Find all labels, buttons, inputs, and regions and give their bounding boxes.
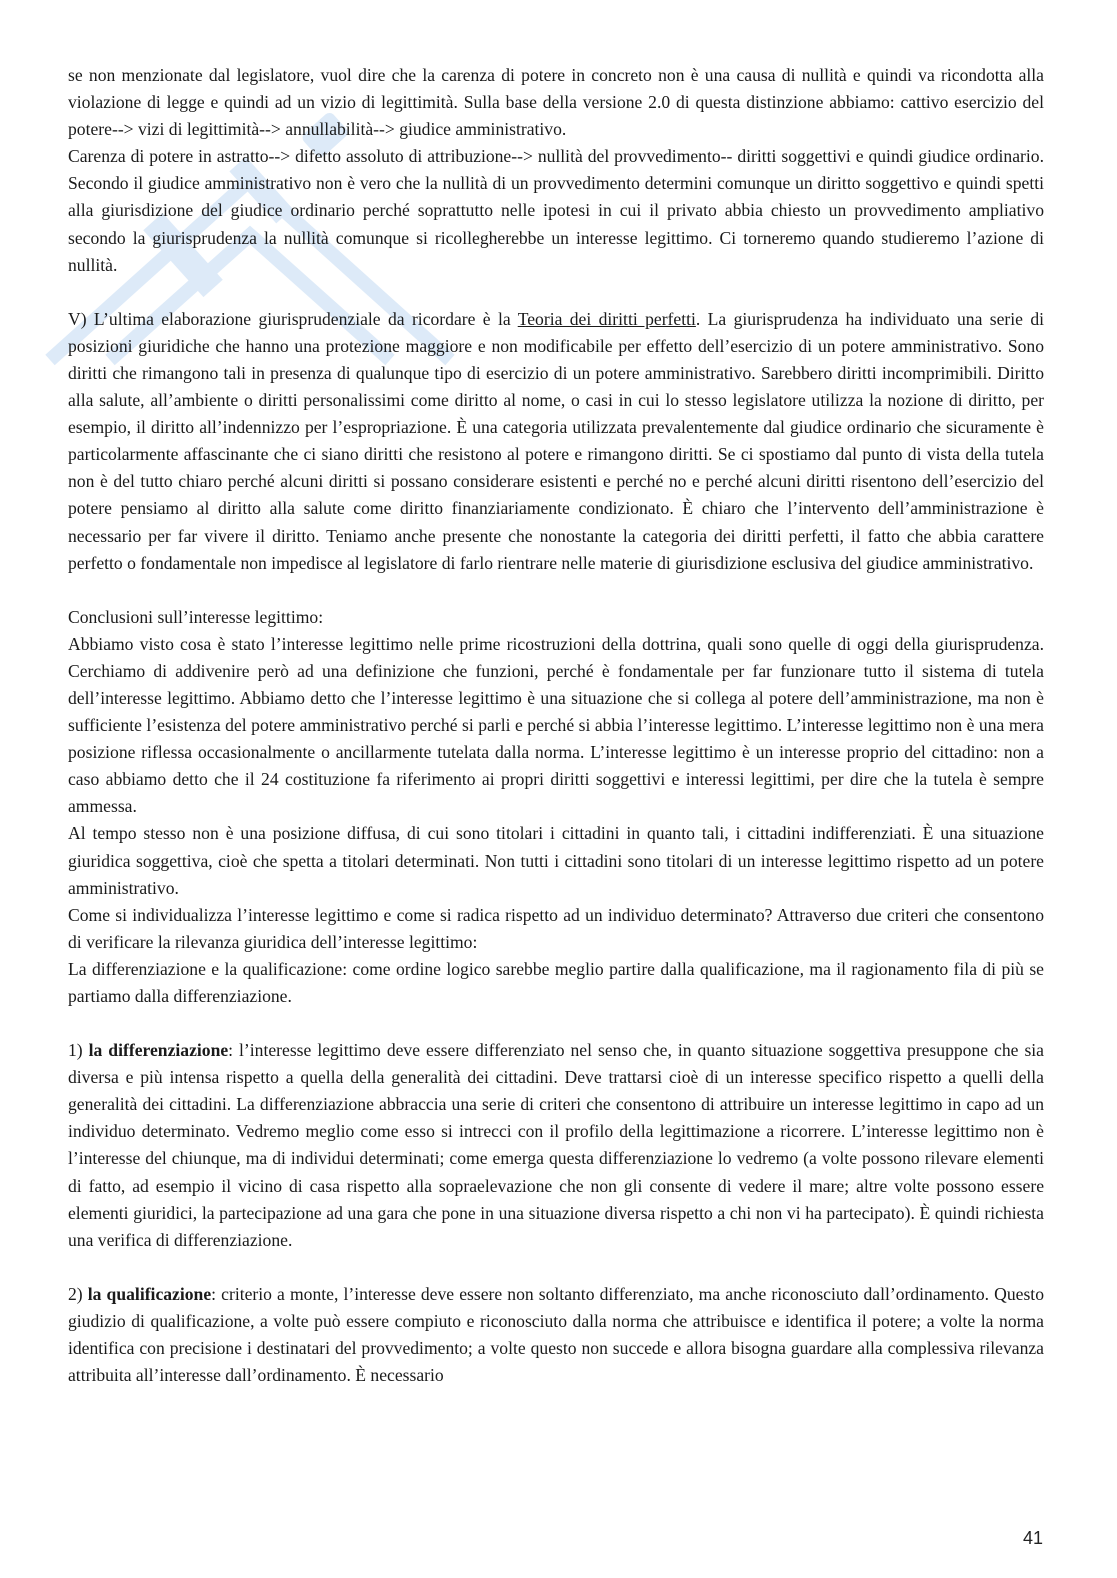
paragraph: se non menzionate dal legislatore, vuol dire che la carenza di potere in concreto non è una causa di nullità e quindi va ricondotta alla violazione di legge e quindi ad un vizio di legittimità. Sulla base della versione 2.0 di questa distinzione abbiamo: cattivo esercizio del potere--> vizi di legittimità--> annullabilità--> giudice amministrativo. <box>68 65 1044 140</box>
paragraph: Abbiamo visto cosa è stato l’interesse legittimo nelle prime ricostruzioni della dottrina, quali sono quelle di oggi della giurisprudenza. Cerchiamo di addivenire però ad una definizione che funzioni, perché è fondamentale per far funzionare tutto il sistema di tutela dell’interesse legittimo. Abbiamo detto che l’interesse legittimo è una situazione che si collega al potere dell’amministrazione, ma non è sufficiente l’esistenza del potere amministrativo perché si parli e perché si abbia l’interesse legittimo. L’interesse legittimo non è una mera posizione riflessa occasionalmente o ancillarmente tutelata dalla norma. L’interesse legittimo è un interesse proprio del cittadino: non a caso abbiamo detto che il 24 costituzione fa riferimento ai propri diritti soggettivi e interessi legittimi, per dire che la tutela è sempre ammessa. <box>68 633 1044 817</box>
text-span: : criterio a monte, l’interesse deve essere non soltanto differenziato, ma anche riconosciuto dall’ordinamento. Questo giudizio di qualificazione, a volte può essere compiuto e riconosciuto dalla norma che attribuisce e identifica il potere; a volte la norma identifica con precisione i destinatari del provvedimento; a volte questo non succede e allora bisogna guardare alla complessiva rilevanza attribuita all’interesse dall’ordinamento. È necessario <box>68 1283 1044 1386</box>
list-number: 2) <box>68 1283 88 1304</box>
paragraph: Come si individualizza l’interesse legittimo e come si radica rispetto ad un individuo determinato? Attraverso due criteri che consentono di verificare la rilevanza giuridica dell’interesse legittimo: <box>68 904 1044 952</box>
paragraph: Al tempo stesso non è una posizione diffusa, di cui sono titolari i cittadini in quanto tali, i cittadini indifferenziati. È una situazione giuridica soggettiva, cioè che spetta a titolari determinati. Non tutti i cittadini sono titolari di un interesse legittimo rispetto ad un potere amministrativo. <box>68 823 1044 898</box>
paragraph-qualificazione <box>68 1281 1044 1389</box>
bold-term: la differenziazione <box>88 1040 229 1061</box>
underlined-term: Teoria dei diritti perfetti <box>517 308 696 329</box>
page-number: 41 <box>1022 1528 1043 1548</box>
section-heading: Conclusioni sull’interesse legittimo: <box>68 606 324 627</box>
bold-term: la qualificazione <box>87 1283 212 1304</box>
paragraph-teoria-diritti-perfetti <box>68 306 1044 577</box>
paragraph-differenziazione <box>68 1037 1044 1254</box>
text-span: V) L’ultima elaborazione giurisprudenziale da ricordare è la <box>68 308 518 329</box>
list-number: 1) <box>68 1040 89 1061</box>
document-body <box>68 62 1044 1389</box>
paragraph: Carenza di potere in astratto--> difetto assoluto di attribuzione--> nullità del provvedimento-- diritti soggettivi e quindi giudice ordinario. Secondo il giudice amministrativo non è vero che la nullità di un provvedimento determini comunque un diritto soggettivo e quindi spetti alla giurisdizione del giudice ordinario perché soprattutto nelle ipotesi in cui il privato abbia chiesto un provvedimento ampliativo secondo la giurisprudenza la nullità comunque si ricollegherebbe un interesse legittimo. Ci torneremo quando studieremo l’azione di nullità. <box>68 146 1044 275</box>
text-span: . La giurisprudenza ha individuato una serie di posizioni giuridiche che hanno una protezione maggiore e non modificabile per effetto dell’esercizio di un potere amministrativo. Sono diritti che rimangono tali in presenza di qualunque tipo di esercizio di un potere amministrativo. Sarebbero diritti incomprimibili. Diritto alla salute, all’ambiente o diritti personalissimi come diritto al nome, o casi in cui lo stesso legislatore utilizza la nozione di diritto, per esempio, il diritto all’indennizzo per l’espropriazione. È una categoria utilizzata prevalentemente dal giudice ordinario che sicuramente è particolarmente affascinante che ci siano diritti che resistono al potere e rimangono diritti. Se ci spostiamo dal punto di vista della tutela non è del tutto chiaro perché alcuni diritti si possano considerare esistenti e perché no e perché alcuni diritti risentono dell’esercizio del potere pensiamo al diritto alla salute come diritto finanziariamente condizionato. È chiaro che l’intervento dell’amministrazione è necessario per far vivere il diritto. Teniamo anche presente che nonostante la categoria dei diritti perfetti, il fatto che abbia carattere perfetto o fondamentale non impedisce al legislatore di farlo rientrare nelle materie di giurisdizione esclusiva del giudice amministrativo. <box>68 308 1044 573</box>
text-span: : l’interesse legittimo deve essere differenziato nel senso che, in quanto situazione soggettiva presuppone che sia diversa e più intensa rispetto a quella della generalità dei cittadini. Deve trattarsi cioè di un interesse specifico rispetto a quelli della generalità dei cittadini. La differenziazione abbraccia una serie di criteri che consentono di attribuire un interesse legittimo in capo ad un individuo determinato. Vedremo meglio come esso si intrecci con il profilo della legittimazione a ricorrere. L’interesse legittimo non è l’interesse del chiunque, ma di individui determinati; come emerga questa differenziazione lo vedremo (a volte possono rilevare elementi di fatto, ad esempio il vicino di casa rispetto alla sopraelevazione che non gli consente di vedere il mare; altre volte possono essere elementi giuridici, la partecipazione ad una gara che pone in una situazione diversa rispetto a chi non vi ha partecipato). È quindi richiesta una verifica di differenziazione. <box>68 1040 1044 1250</box>
paragraph: La differenziazione e la qualificazione: come ordine logico sarebbe meglio partire dalla qualificazione, ma il ragionamento fila di più se partiamo dalla differenziazione. <box>68 958 1044 1006</box>
